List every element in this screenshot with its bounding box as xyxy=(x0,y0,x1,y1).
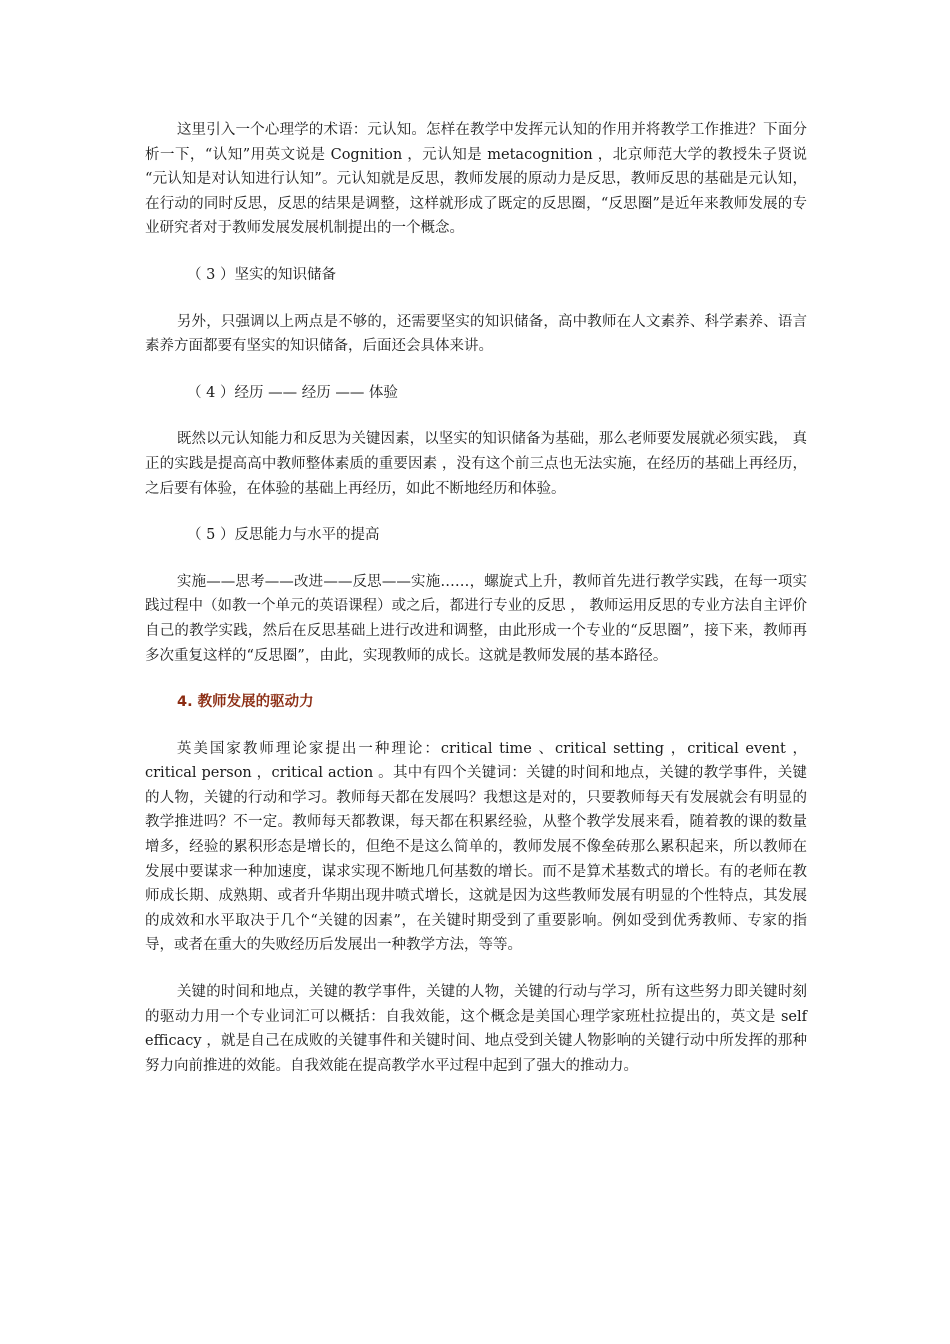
paragraph-experience: 既然以元认知能力和反思为关键因素，以坚实的知识储备为基础，那么老师要发展就必须实践， 真正的实践是提高高中教师整体素质的重要因素 ，没有这个前三点也无法实施，在经历的基础上再经历，之后要有体验，在体验的基础上再经历，如此不断地经历和体验。 xyxy=(145,431,807,497)
document-page xyxy=(145,118,807,1100)
paragraph-knowledge-reserve: 另外，只强调以上两点是不够的，还需要坚实的知识储备，高中教师在人文素养、科学素养、语言素养方面都要有坚实的知识储备，后面还会具体来讲。 xyxy=(145,313,807,355)
subheading-reflection: （ 5 ）反思能力与水平的提高 xyxy=(187,527,380,544)
subheading-knowledge-reserve: （ 3 ）坚实的知识储备 xyxy=(187,266,336,283)
subheading-experience: （ 4 ）经历 —— 经历 —— 体验 xyxy=(187,384,398,401)
paragraph-reflection-cycle: 实施——思考——改进——反思——实施……，螺旋式上升，教师首先进行教学实践，在每一项实践过程中（如教一个单元的英语课程）或之后，都进行专业的反思 ， 教师运用反思的专业方法自主评价自己的教学实践，然后在反思基础上进行改进和调整，由此形成一个专业的“反思圈”，接下来，教师再多次重复这样的“反思圈”，由此，实现教师的成长。这就是教师发展的基本路径。 xyxy=(145,573,807,664)
paragraph-metacognition: 这里引入一个心理学的术语：元认知。怎样在教学中发挥元认知的作用并将教学工作推进？下面分析一下，“认知”用英文说是 Cognition ，元认知是 metacognition ，北京师范大学的教授朱子贤说 “元认知是对认知进行认知”。元认知就是反思，教师发展的原动力是反思，教师反思的基础是元认知，在行动的同时反思，反思的结果是调整，这样就形成了既定的反思圈，“反思圈”是近年来教师发展的专业研究者对于教师发展发展机制提出的一个概念。 xyxy=(145,122,807,237)
section-title-driving-force: 4. 教师发展的驱动力 xyxy=(177,694,314,711)
paragraph-critical-theory: 英美国家教师理论家提出一种理论：critical time 、critical setting ，critical event ，critical person ，critical action 。其中有四个关键词：关键的时间和地点，关键的教学事件，关键的人物，关键的行动和学习。教师每天都在发展吗？我想这是对的，只要教师每天有发展就会有明显的教学推进吗？不一定。教师每天都教课，每天都在积累经验，从整个教学发展来看，随着教的课的数量增多，经验的累积形态是增长的，但绝不是这么简单的，教师发展不像垒砖那么累积起来，所以教师在发展中要谋求一种加速度，谋求实现不断地几何基数的增长。而不是算术基数式的增长。有的老师在教师成长期、成熟期、或者升华期出现井喷式增长，这就是因为这些教师发展有明显的个性特点，其发展的成效和水平取决于几个“关键的因素”，在关键时期受到了重要影响。例如受到优秀教师、专家的指导，或者在重大的失败经历后发展出一种教学方法，等等。 xyxy=(145,740,807,954)
paragraph-self-efficacy: 关键的时间和地点，关键的教学事件，关键的人物，关键的行动与学习，所有这些努力即关键时刻的驱动力用一个专业词汇可以概括：自我效能，这个概念是美国心理学家班杜拉提出的，英文是 self efficacy ，就是自己在成败的关键事件和关键时间、地点受到关键人物影响的关键行动中所发挥的那种努力向前推进的效能。自我效能在提高教学水平过程中起到了强大的推动力。 xyxy=(145,984,807,1074)
